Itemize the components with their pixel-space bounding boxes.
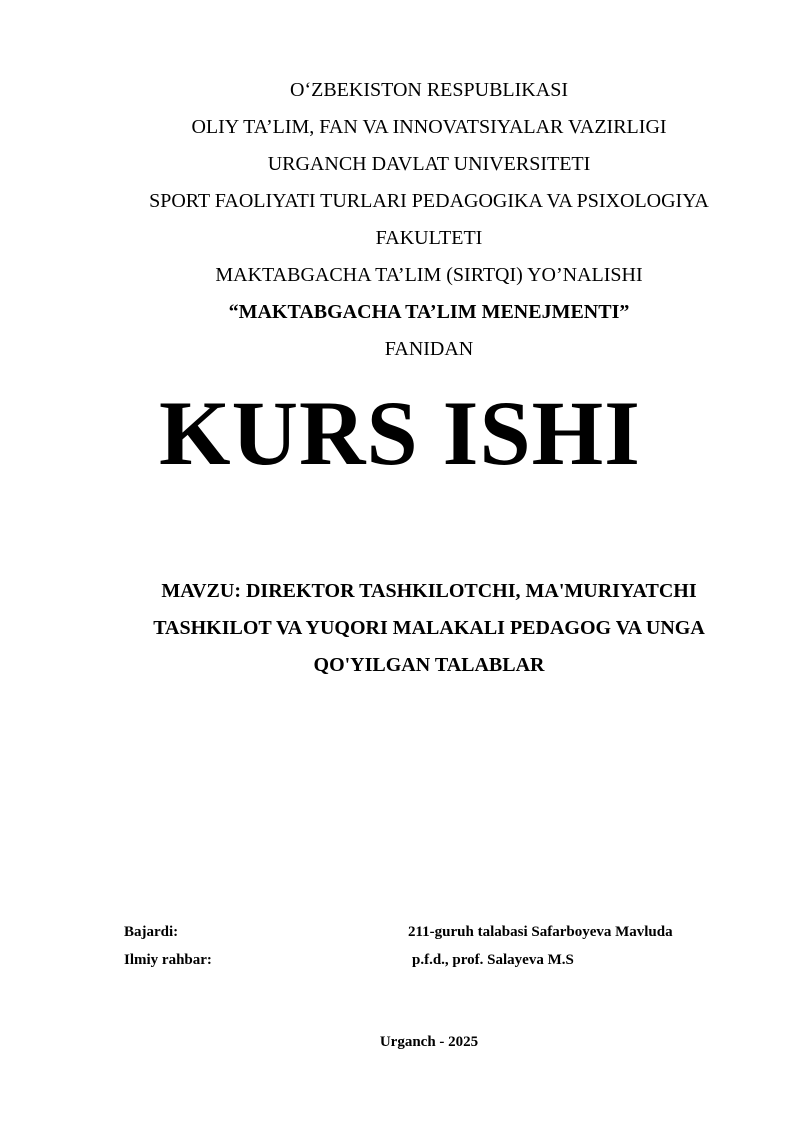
supervisor-row: [124, 946, 764, 974]
header-faculty-cont: FAKULTETI: [375, 227, 483, 249]
header-ministry: OLIY TA’LIM, FAN VA INNOVATSIYALAR VAZIRLIGI: [191, 116, 667, 138]
topic-line: QO'YILGAN TALABLAR: [313, 654, 545, 676]
signature-block: [124, 918, 764, 974]
header-subject: “MAKTABGACHA TA’LIM MENEJMENTI”: [228, 301, 630, 323]
header-direction: MAKTABGACHA TA’LIM (SIRTQI) YO’NALISHI: [215, 264, 643, 286]
performer-label: Bajardi:: [124, 924, 179, 940]
performer-name: 211-guruh talabasi Safarboyeva Mavluda: [408, 924, 673, 940]
document-title: KURS ISHI: [159, 382, 641, 484]
supervisor-name: p.f.d., prof. Salayeva M.S: [412, 952, 574, 968]
header-faculty: SPORT FAOLIYATI TURLARI PEDAGOGIKA VA PSIXOLOGIYA: [149, 190, 709, 212]
performer-row: [124, 918, 764, 946]
city-year: Urganch - 2025: [379, 1034, 479, 1050]
institution-header: [0, 72, 800, 368]
header-university: URGANCH DAVLAT UNIVERSITETI: [267, 153, 591, 175]
topic-line: MAVZU: DIREKTOR TASHKILOTCHI, MA'MURIYATCHI: [161, 580, 697, 602]
header-country: O‘ZBEKISTON RESPUBLIKASI: [290, 79, 568, 101]
supervisor-label: Ilmiy rahbar:: [124, 952, 212, 968]
header-fanidan: FANIDAN: [384, 338, 474, 360]
topic-block: [40, 573, 800, 684]
topic-line: TASHKILOT VA YUQORI MALAKALI PEDAGOG VA UNGA: [153, 617, 705, 639]
